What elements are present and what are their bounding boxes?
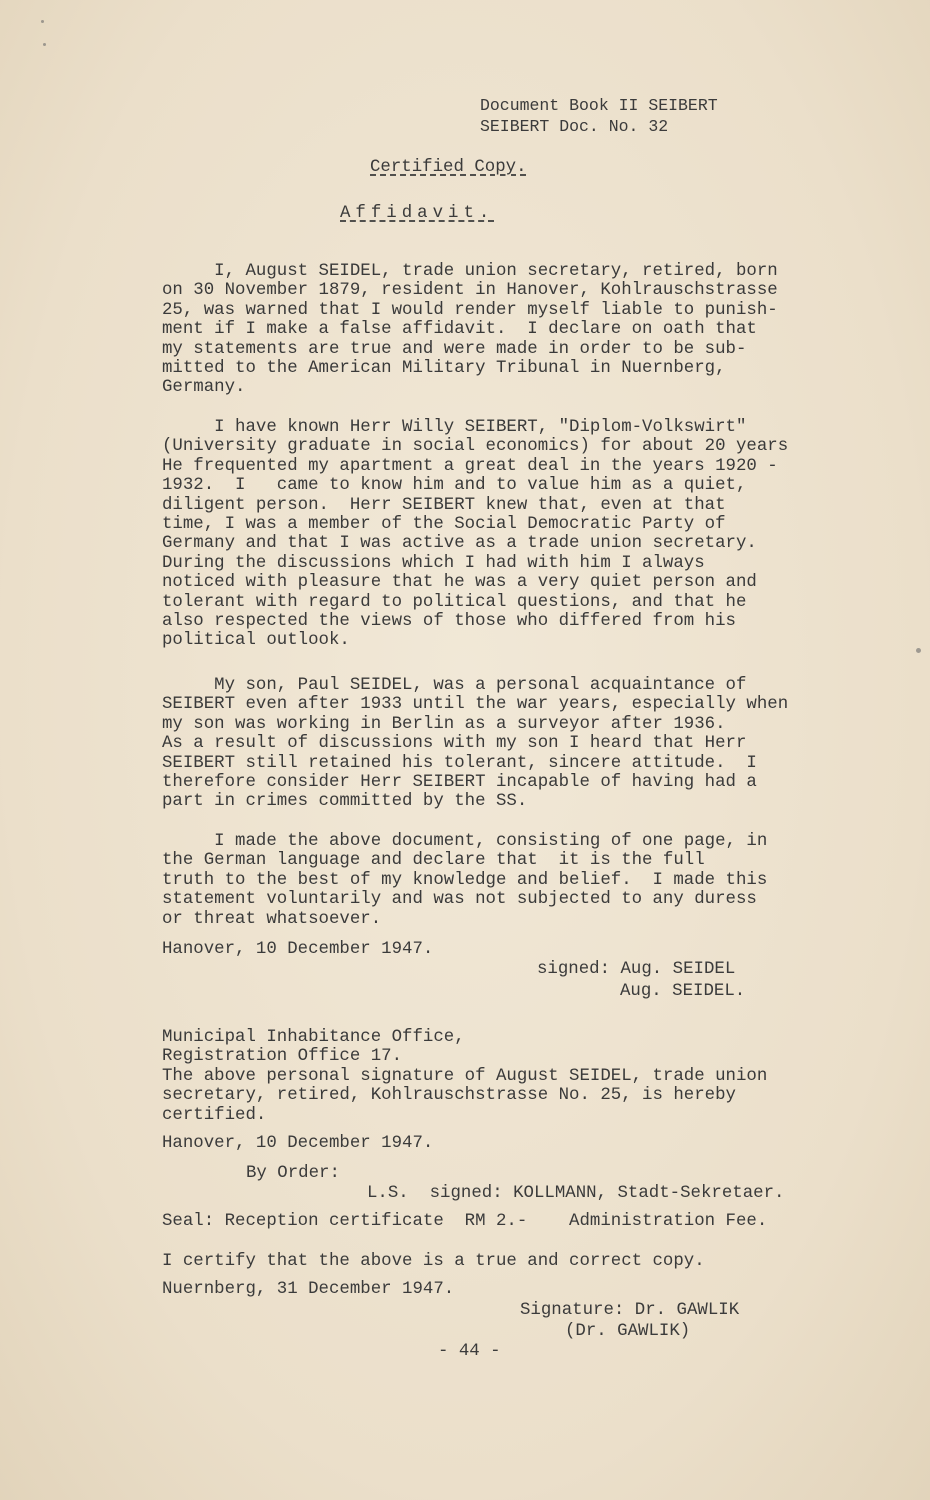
text-line: Germany. bbox=[162, 378, 246, 398]
text-line: mitted to the American Military Tribunal in Nuernberg, bbox=[162, 358, 726, 378]
seal-line: Seal: Reception certificate RM 2.- Administration Fee. bbox=[162, 1212, 768, 1231]
text-line: He frequented my apartment a great deal in the years 1920 - bbox=[162, 456, 778, 476]
signature-gawlik-typed: (Dr. GAWLIK) bbox=[565, 1322, 691, 1341]
text-line: on 30 November 1879, resident in Hanover, Kohlrauschstrasse bbox=[162, 281, 778, 301]
header-line-1: Document Book II SEIBERT bbox=[480, 96, 718, 115]
text-line: the German language and declare that it is the full bbox=[162, 851, 705, 871]
place-date-hanover: Hanover, 10 December 1947. bbox=[162, 940, 434, 959]
text-line: tolerant with regard to political questions, and that he bbox=[162, 592, 747, 612]
text-line: my statements are true and were made in order to be sub- bbox=[162, 339, 747, 359]
text-line: Registration Office 17. bbox=[162, 1047, 403, 1067]
header-line-2: SEIBERT Doc. No. 32 bbox=[480, 117, 669, 136]
text-line: I have known Herr Willy SEIBERT, "Diplom-Volkswirt" bbox=[162, 418, 747, 437]
page-number: - 44 - bbox=[438, 1342, 501, 1361]
text-line: Municipal Inhabitance Office, bbox=[162, 1028, 465, 1047]
paragraph-3 bbox=[162, 676, 862, 812]
paragraph-2 bbox=[162, 418, 862, 651]
text-line: 1932. I came to know him and to value him as a quiet, bbox=[162, 476, 747, 496]
signed-seidel: signed: Aug. SEIDEL bbox=[537, 960, 736, 979]
text-line: As a result of discussions with my son I heard that Herr bbox=[162, 734, 747, 754]
text-line: or threat whatsoever. bbox=[162, 909, 382, 929]
ls-signed-kollmann: L.S. signed: KOLLMANN, Stadt-Sekretaer. bbox=[367, 1184, 785, 1203]
text-line: statement voluntarily and was not subjected to any duress bbox=[162, 890, 757, 910]
signed-seidel-typed: Aug. SEIDEL. bbox=[620, 982, 746, 1001]
text-line: (University graduate in social economics) for about 20 years bbox=[162, 437, 789, 457]
paper-speck bbox=[43, 43, 46, 46]
by-order: By Order: bbox=[246, 1164, 340, 1183]
text-line: Germany and that I was active as a trade union secretary. bbox=[162, 534, 757, 554]
place-date-nuernberg: Nuernberg, 31 December 1947. bbox=[162, 1280, 455, 1299]
place-date-hanover-2: Hanover, 10 December 1947. bbox=[162, 1134, 434, 1153]
text-line: my son was working in Berlin as a surveyor after 1936. bbox=[162, 714, 726, 734]
text-line: secretary, retired, Kohlrauschstrasse No. 25, is hereby bbox=[162, 1086, 736, 1106]
text-line: therefore consider Herr SEIBERT incapable of having had a bbox=[162, 772, 757, 792]
text-line: certified. bbox=[162, 1105, 267, 1125]
text-line: noticed with pleasure that he was a very quiet person and bbox=[162, 573, 757, 593]
paper-speck bbox=[41, 20, 44, 23]
text-line: During the discussions which I had with him I always bbox=[162, 553, 705, 573]
text-line: SEIBERT still retained his tolerant, sincere attitude. I bbox=[162, 753, 757, 773]
text-line: I, August SEIDEL, trade union secretary, retired, born bbox=[162, 262, 778, 281]
text-line: The above personal signature of August SEIDEL, trade union bbox=[162, 1066, 768, 1086]
text-line: 25, was warned that I would render myself liable to punish- bbox=[162, 300, 778, 320]
title-certified-copy: Certified Copy. bbox=[370, 158, 527, 177]
text-line: SEIBERT even after 1933 until the war years, especially when bbox=[162, 695, 789, 715]
title-affidavit: Affidavit. bbox=[340, 204, 495, 223]
text-line: part in crimes committed by the SS. bbox=[162, 792, 528, 812]
certify-statement: I certify that the above is a true and correct copy. bbox=[162, 1252, 705, 1271]
text-line: My son, Paul SEIDEL, was a personal acquaintance of bbox=[162, 676, 747, 695]
paper-speck bbox=[916, 648, 921, 653]
paragraph-1 bbox=[162, 262, 862, 398]
text-line: truth to the best of my knowledge and belief. I made this bbox=[162, 870, 768, 890]
text-line: diligent person. Herr SEIBERT knew that, even at that bbox=[162, 495, 726, 515]
office-certification bbox=[162, 1028, 862, 1125]
signature-gawlik: Signature: Dr. GAWLIK bbox=[520, 1301, 740, 1320]
paragraph-4 bbox=[162, 832, 862, 929]
text-line: ment if I make a false affidavit. I declare on oath that bbox=[162, 320, 757, 340]
text-line: political outlook. bbox=[162, 631, 350, 651]
text-line: time, I was a member of the Social Democratic Party of bbox=[162, 514, 726, 534]
text-line: also respected the views of those who differed from his bbox=[162, 611, 736, 631]
text-line: I made the above document, consisting of one page, in bbox=[162, 832, 768, 851]
